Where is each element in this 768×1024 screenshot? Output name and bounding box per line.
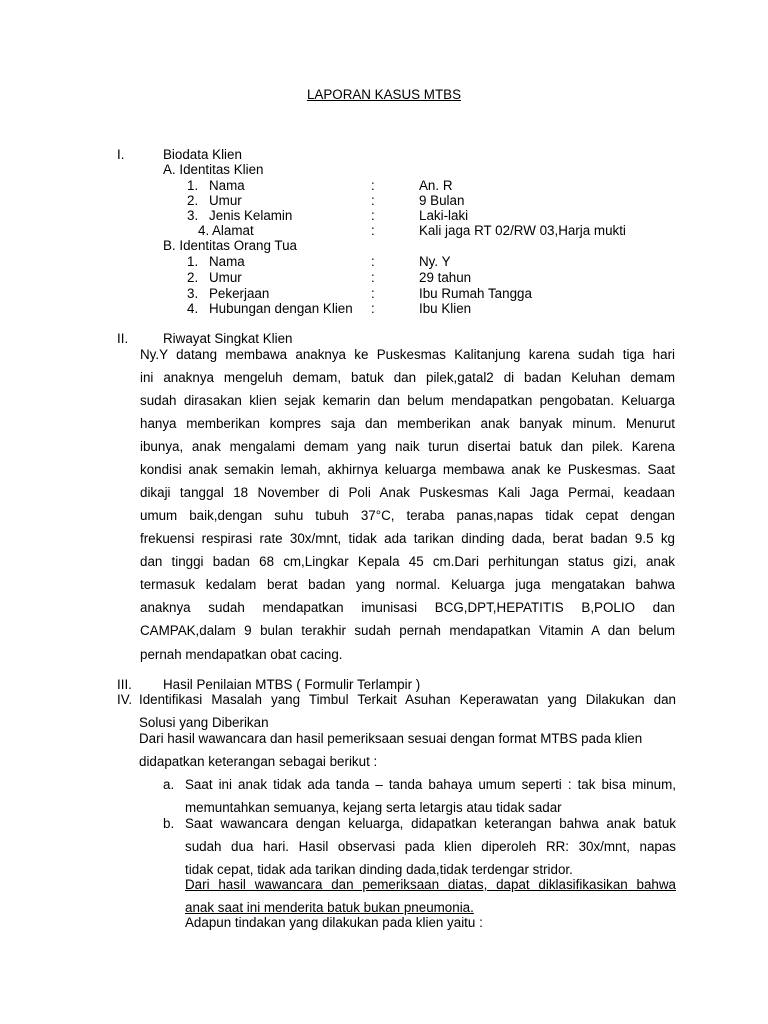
item-a-line: memuntahkan semuanya, kejang serta letargis atau tidak sadar <box>185 800 562 815</box>
colon: : <box>371 178 375 193</box>
identitas-klien-label: A. Identitas Klien <box>163 162 264 177</box>
paragraph-line: ibunya, anak mengalami demam yang naik turun disertai batuk dan pilek. Karena <box>140 439 675 454</box>
paragraph-line: dan tinggi badan 68 cm,Lingkar Kepala 45 cm.Dari perhitungan status gizi, anak <box>140 554 675 569</box>
item-b-line: sudah dua hari. Hasil observasi pada klien diperoleh RR: 30x/mnt, napas <box>185 839 676 854</box>
section-4-numeral: IV. <box>117 692 133 707</box>
paragraph-line: CAMPAK,dalam 9 bulan terakhir sudah pernah mendapatkan Vitamin A dan belum <box>140 623 675 638</box>
field-key: Alamat <box>212 223 254 238</box>
paragraph-line: pernah mendapatkan obat cacing. <box>140 647 343 662</box>
list-num: 2. <box>187 193 199 208</box>
document-title: LAPORAN KASUS MTBS <box>306 87 462 102</box>
field-key: Umur <box>209 270 242 285</box>
section-2-heading: Riwayat Singkat Klien <box>163 331 293 346</box>
field-value: Laki-laki <box>419 208 469 223</box>
paragraph-line: kondisi anak semakin lemah, akhirnya keluarga membawa anak ke Puskesmas. Saat <box>140 462 675 477</box>
item-a-label: a. <box>163 777 175 792</box>
paragraph-line: sudah dirasakan klien sejak kemarin dan belum mendapatkan pengobatan. Keluarga <box>140 393 675 408</box>
field-key: Umur <box>209 193 242 208</box>
section-1-numeral: I. <box>117 147 125 162</box>
paragraph-line: hanya memberikan kompres saja dan memberikan anak banyak minum. Menurut <box>140 416 675 431</box>
section-2-numeral: II. <box>117 331 129 346</box>
colon: : <box>371 208 375 223</box>
paragraph-line: frekuensi respirasi rate 30x/mnt, tidak ada tarikan dinding dada, berat badan 9.5 kg <box>140 531 675 546</box>
section-4-heading-cont: Solusi yang Diberikan <box>139 715 269 730</box>
item-a-line: Saat ini anak tidak ada tanda – tanda bahaya umum seperti : tak bisa minum, <box>185 777 676 792</box>
conclusion-line: anak saat ini menderita batuk bukan pneumonia. <box>185 900 474 915</box>
field-value: 29 tahun <box>419 270 472 285</box>
field-value: An. R <box>419 178 453 193</box>
closing-line: Adapun tindakan yang dilakukan pada klien yaitu : <box>185 915 483 930</box>
field-value: Ibu Rumah Tangga <box>419 286 532 301</box>
paragraph-line: dikaji tanggal 18 November di Poli Anak Puskesmas Kali Jaga Permai, keadaan <box>140 485 675 500</box>
list-num: 1. <box>187 254 199 269</box>
list-num: 2. <box>187 270 199 285</box>
colon: : <box>371 286 375 301</box>
section-1-heading: Biodata Klien <box>163 147 242 162</box>
field-key: Nama <box>209 178 245 193</box>
field-value: 9 Bulan <box>419 193 465 208</box>
colon: : <box>371 193 375 208</box>
section-3-numeral: III. <box>117 677 132 692</box>
list-num: 4. <box>198 223 210 238</box>
list-num: 1. <box>187 178 199 193</box>
field-key: Pekerjaan <box>209 286 270 301</box>
section-3-heading: Hasil Penilaian MTBS ( Formulir Terlampir ) <box>163 677 421 692</box>
section-4-intro-cont: didapatkan keterangan sebagai berikut : <box>139 754 378 769</box>
colon: : <box>371 223 375 238</box>
section-4-intro: Dari hasil wawancara dan hasil pemeriksaan sesuai dengan format MTBS pada klien <box>139 731 643 746</box>
list-num: 3. <box>187 208 199 223</box>
paragraph-line: Ny.Y datang membawa anaknya ke Puskesmas Kalitanjung karena sudah tiga hari <box>140 347 675 362</box>
list-num: 3. <box>187 286 199 301</box>
colon: : <box>371 254 375 269</box>
field-key: Jenis Kelamin <box>209 208 293 223</box>
paragraph-line: ini anaknya mengeluh demam, batuk dan pilek,gatal2 di badan Keluhan demam <box>140 370 675 385</box>
conclusion-line: Dari hasil wawancara dan pemeriksaan diatas, dapat diklasifikasikan bahwa <box>185 877 676 892</box>
field-key: Nama <box>209 254 245 269</box>
paragraph-line: anaknya sudah mendapatkan imunisasi BCG,DPT,HEPATITIS B,POLIO dan <box>140 600 675 615</box>
colon: : <box>371 301 375 316</box>
colon: : <box>371 270 375 285</box>
field-key: Hubungan dengan Klien <box>209 301 353 316</box>
list-num: 4. <box>187 301 199 316</box>
field-value: Ny. Y <box>419 254 451 269</box>
paragraph-line: termasuk kedalam berat badan yang normal. Keluarga juga mengatakan bahwa <box>140 577 675 592</box>
item-b-label: b. <box>163 816 175 831</box>
item-b-line: Saat wawancara dengan keluarga, didapatkan keterangan bahwa anak batuk <box>185 816 676 831</box>
field-value: Ibu Klien <box>419 301 472 316</box>
field-value: Kali jaga RT 02/RW 03,Harja mukti <box>419 223 626 238</box>
paragraph-line: umum baik,dengan suhu tubuh 37°C, teraba panas,napas tidak cepat dengan <box>140 508 675 523</box>
identitas-orang-tua-label: B. Identitas Orang Tua <box>163 238 297 253</box>
item-b-line: tidak cepat, tidak ada tarikan dinding dada,tidak terdengar stridor. <box>185 862 573 877</box>
section-4-heading: Identifikasi Masalah yang Timbul Terkait Asuhan Keperawatan yang Dilakukan dan <box>139 692 676 707</box>
